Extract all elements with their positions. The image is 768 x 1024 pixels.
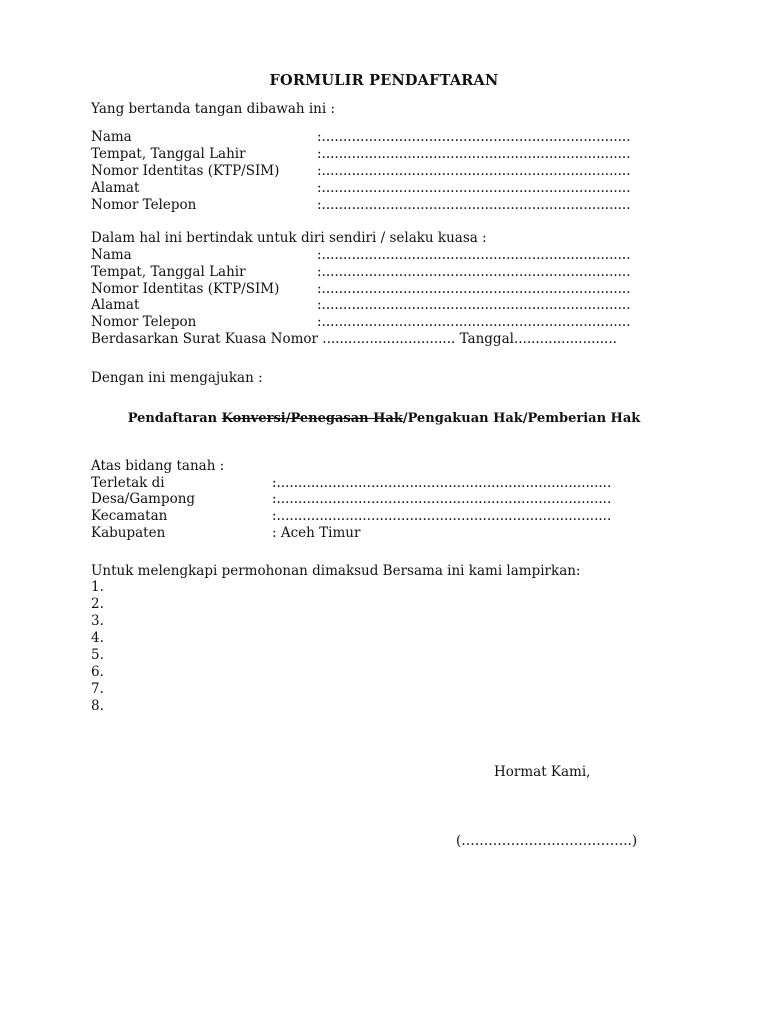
fill-in-line: :.............................................................................. — [272, 475, 612, 491]
list-item: 8. — [91, 698, 104, 714]
subject-suffix: /Pengakuan Hak/Pemberian Hak — [402, 411, 641, 426]
application-subject — [0, 411, 768, 426]
fill-in-line: :........................................................................ — [317, 247, 631, 263]
fill-in-line: :.............................................................................. — [272, 491, 612, 507]
fill-in-line: :........................................................................ — [317, 264, 631, 280]
field-label: Terletak di — [91, 475, 165, 491]
list-item: 3. — [91, 613, 104, 629]
fill-in-line: :.............................................................................. — [272, 508, 612, 524]
list-item: 5. — [91, 647, 104, 663]
field-label: Kabupaten — [91, 525, 166, 541]
field-label: Kecamatan — [91, 508, 168, 524]
fill-in-line: :........................................................................ — [317, 314, 631, 330]
attachments-intro-text: Untuk melengkapi permohonan dimaksud Bersama ini kami lampirkan: — [91, 563, 581, 579]
closing-text: Hormat Kami, — [494, 764, 591, 780]
list-item: 7. — [91, 681, 104, 697]
land-intro-text: Atas bidang tanah : — [91, 458, 225, 474]
field-label: Nama — [91, 129, 132, 145]
fill-in-line: :........................................................................ — [317, 297, 631, 313]
intro-text: Yang bertanda tangan dibawah ini : — [91, 101, 336, 117]
fill-in-line: :........................................................................ — [317, 197, 631, 213]
list-item: 6. — [91, 664, 104, 680]
field-label: Alamat — [91, 297, 140, 313]
power-of-attorney-text: Berdasarkan Surat Kuasa Nomor ............................... Tanggal........................ — [91, 331, 617, 347]
field-label: Nomor Telepon — [91, 314, 197, 330]
fill-in-line: :........................................................................ — [317, 129, 631, 145]
field-label: Alamat — [91, 180, 140, 196]
form-title: FORMULIR PENDAFTARAN — [269, 72, 499, 89]
field-label: Nomor Identitas (KTP/SIM) — [91, 281, 280, 297]
field-label: Desa/Gampong — [91, 491, 196, 507]
field-label: Nama — [91, 247, 132, 263]
field-label: Tempat, Tanggal Lahir — [91, 146, 246, 162]
fill-in-line: :........................................................................ — [317, 163, 631, 179]
fill-in-line: :........................................................................ — [317, 146, 631, 162]
field-label: Nomor Identitas (KTP/SIM) — [91, 163, 280, 179]
attachments-list — [91, 579, 104, 715]
regency-value: : Aceh Timur — [272, 525, 361, 541]
field-label: Nomor Telepon — [91, 197, 197, 213]
fill-in-line: :........................................................................ — [317, 281, 631, 297]
list-item: 4. — [91, 630, 104, 646]
list-item: 2. — [91, 596, 104, 612]
list-item: 1. — [91, 579, 104, 595]
acting-on-behalf-text: Dalam hal ini bertindak untuk diri sendiri / selaku kuasa : — [91, 230, 487, 246]
subject-prefix: Pendaftaran — [127, 411, 222, 426]
fill-in-line: :........................................................................ — [317, 180, 631, 196]
field-label: Tempat, Tanggal Lahir — [91, 264, 246, 280]
subject-struck-text: Konversi/Penegasan Hak — [221, 411, 403, 426]
submission-intro-text: Dengan ini mengajukan : — [91, 370, 263, 386]
signature-line: (………………………………..) — [456, 833, 638, 849]
